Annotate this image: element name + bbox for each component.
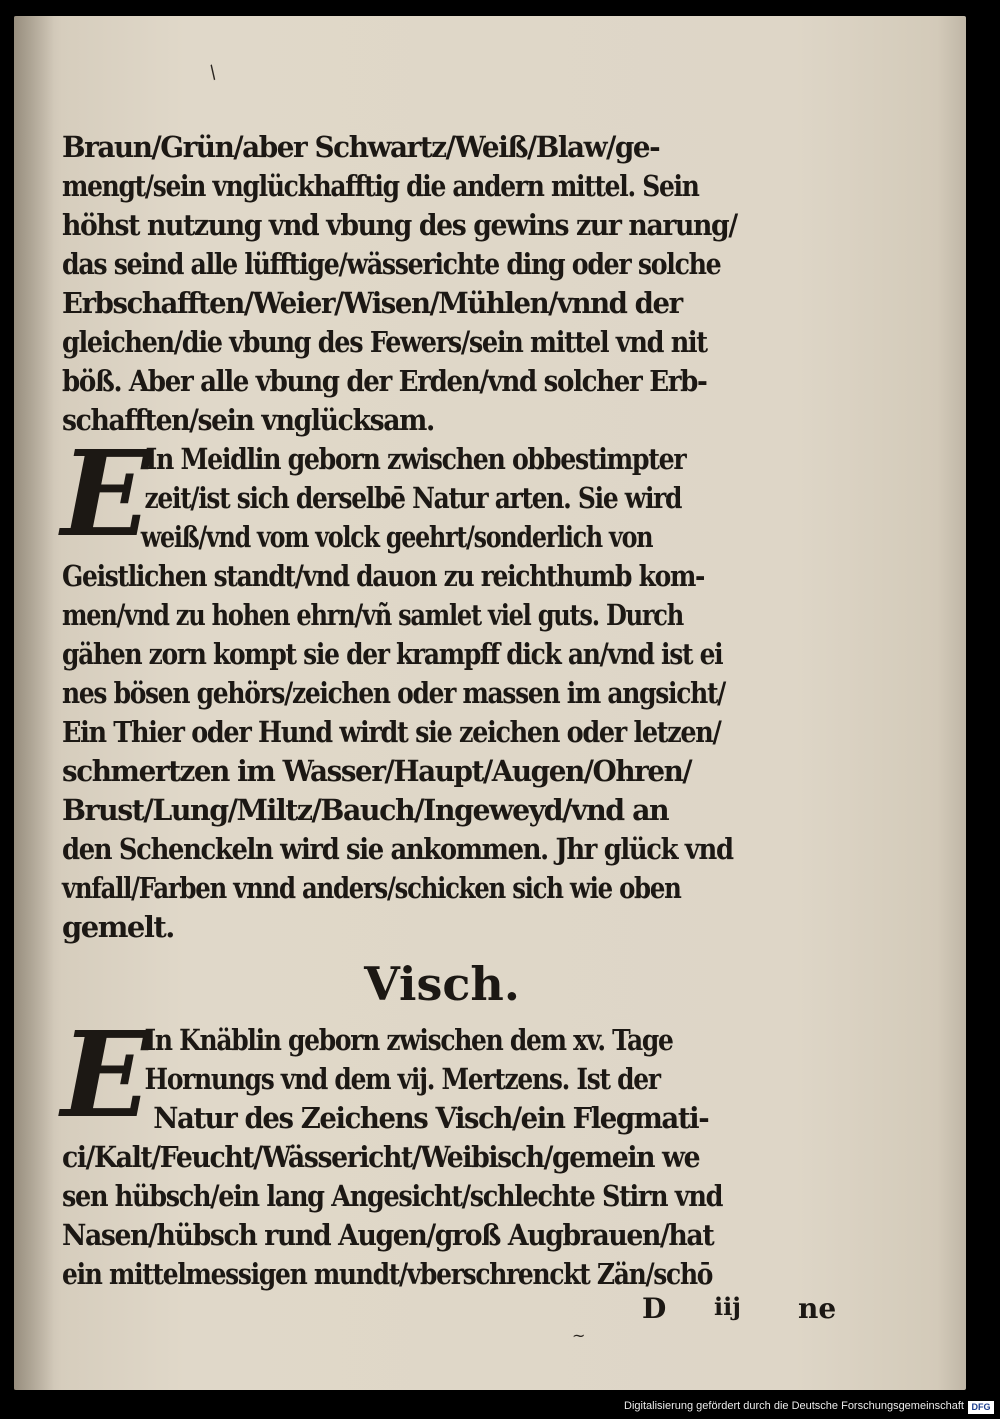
text-line: böß. Aber alle vbung der Erden/vnd solcher Erb- [62, 364, 707, 398]
text-line: den Schenckeln wird sie ankommen. Jhr glück vnd [62, 832, 733, 866]
signature-mark: D [642, 1292, 667, 1325]
text-line: Nasen/hübsch rund Augen/groß Augbrauen/hat [62, 1218, 714, 1252]
ink-mark-top: / [205, 61, 221, 84]
text-line: ci/Kalt/Feucht/Wässericht/Weibisch/gemein we [62, 1140, 700, 1174]
text-line: gleichen/die vbung des Fewers/sein mittel vnd nit [62, 325, 707, 359]
text-line: Geistlichen standt/vnd dauon zu reichthumb kom- [62, 559, 705, 593]
text-line: Ein Thier oder Hund wirdt sie zeichen oder letzen/ [62, 715, 721, 749]
text-line: vnfall/Farben vnnd anders/schicken sich wie oben [62, 871, 681, 905]
section-title: Visch. [364, 957, 520, 1011]
text-line: Braun/Grün/aber Schwartz/Weiß/Blaw/ge- [62, 130, 660, 164]
decorated-initial: E [61, 424, 151, 563]
gutter-shadow [14, 16, 54, 1390]
text-line: schafften/sein vnglücksam. [62, 403, 434, 437]
text-line: gemelt. [62, 910, 174, 944]
ink-mark-bottom: ~ [572, 1326, 586, 1345]
page-text [61, 128, 837, 1325]
text-line: schmertzen im Wasser/Haupt/Augen/Ohren/ [62, 754, 692, 788]
text-line: sen hübsch/ein lang Angesicht/schlechte Stirn vnd [62, 1179, 723, 1213]
text-line: höhst nutzung vnd vbung des gewins zur narung/ [62, 208, 737, 242]
text-line: das seind alle lüfftige/wässerichte ding oder solche [62, 247, 721, 281]
signature-number: iij [714, 1292, 741, 1321]
signature-line [622, 1292, 842, 1332]
paragraph-meidlin [61, 424, 782, 947]
decorated-initial: E [61, 1005, 151, 1144]
text-line: Hornungs vnd dem vij. Mertzens. Ist der [144, 1062, 660, 1096]
paragraph-visch [61, 1005, 782, 1294]
text-line: Brust/Lung/Miltz/Bauch/Ingeweyd/vnd an [62, 793, 669, 827]
text-line: mengt/sein vnglückhafftig die andern mittel. Sein [62, 169, 699, 203]
text-line: Erbschafften/Weier/Wisen/Mühlen/vnnd der [62, 286, 682, 320]
text-line: nes bösen gehörs/zeichen oder massen im angsicht/ [62, 676, 726, 710]
text-line: weiß/vnd vom volck geehrt/sonderlich von [140, 520, 653, 554]
text-line: Natur des Zeichens Visch/ein Flegmati- [153, 1101, 709, 1135]
text-line: zeit/ist sich derselbē Natur arten. Sie wird [144, 481, 682, 515]
text-line: In Meidlin geborn zwischen obbestimpter [145, 442, 686, 476]
funding-credit: Digitalisierung gefördert durch die Deutsche Forschungsgemeinschaft [624, 1400, 964, 1412]
footer-bar [600, 1398, 1000, 1419]
text-line: In Knäblin geborn zwischen dem xv. Tage [144, 1023, 673, 1057]
paragraph-continued [62, 128, 782, 440]
dfg-logo: DFG [968, 1401, 994, 1414]
text-line: men/vnd zu hohen ehrn/vñ samlet viel guts. Durch [62, 598, 683, 632]
catchword: ne [798, 1292, 837, 1325]
text-line: gähen zorn kompt sie der krampff dick an/vnd ist ei [62, 637, 723, 671]
text-line: ein mittelmessigen mundt/vberschrenckt Zän/schō [62, 1257, 713, 1291]
